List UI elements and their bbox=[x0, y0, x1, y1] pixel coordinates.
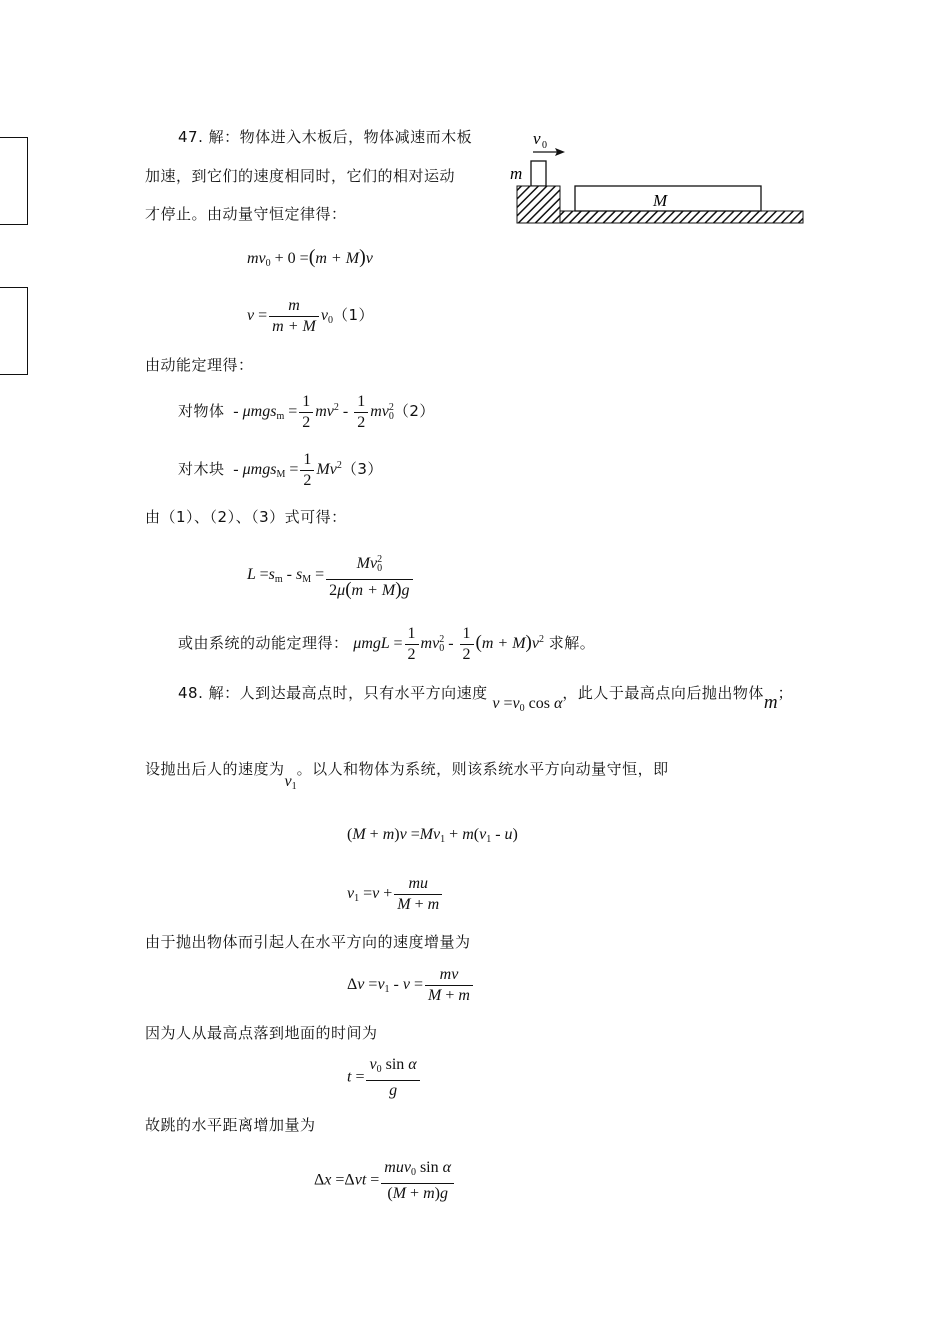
dv-intro: 由于抛出物体而引起人在水平方向的速度增量为 bbox=[145, 933, 471, 951]
eq-momentum-48: $(M + m)v =Mv_1 + m(v_1 - u)$ bbox=[347, 826, 518, 845]
combine-text: 由（1）、（2）、（3）式可得： bbox=[145, 508, 347, 526]
eq-momentum: $mv_0 + 0 =(m + M)v$ bbox=[247, 246, 373, 269]
eq-1: v = $\frac{m}{m + M}$ $v_0(1)$ bbox=[247, 297, 374, 335]
p47-line3: 才停止。由动量守恒定律得： bbox=[145, 205, 347, 223]
p48-line2: 设抛出后人的速度为$v_1$。以人和物体为系统，则该系统水平方向动量守恒，即 bbox=[145, 760, 669, 792]
p48-lead: 48. 解：人到达最高点时，只有水平方向速度 $v =v_0$ cos α，此人于最高点向后抛出物体m； bbox=[178, 684, 794, 714]
small-block-m bbox=[531, 161, 546, 186]
v0-label: v bbox=[533, 129, 541, 148]
margin-box-bottom bbox=[0, 287, 28, 375]
p47-line2: 加速，到它们的速度相同时，它们的相对运动 bbox=[145, 167, 456, 185]
eq-2-row: 对物体 - μmgs$_m$ = $\frac{1}{2}$ $mv^2$ - $\frac{1}{2}$ $mv^2_0(2)$ bbox=[178, 393, 435, 431]
physics-diagram bbox=[505, 125, 810, 230]
board-M bbox=[575, 186, 761, 211]
eq-dx: Δx =Δvt = $\frac{muv_0 \sin \alpha}{(M + m)g}$ bbox=[314, 1158, 456, 1204]
energy-intro: 由动能定理得： bbox=[145, 356, 254, 374]
ground bbox=[560, 211, 803, 223]
t-intro: 因为人从最高点落到地面的时间为 bbox=[145, 1024, 378, 1042]
m-label: m bbox=[510, 164, 523, 183]
eq-v1: $v_1 =v$ + $\frac{mu}{M + m}$ bbox=[347, 874, 444, 915]
alt-eq-row: 或由系统的动能定理得： μmgL = $\frac{1}{2}$ $mv^2_0$ - $\frac{1}{2}$ $(m + M)v^2$ 求解。 bbox=[178, 625, 596, 663]
eq-t: t = $\frac{v_0 \sin \alpha}{g}$ bbox=[347, 1055, 422, 1101]
eq-L: $L =s_m - s_M$ = $\frac{Mv^2_0}{2\mu(m + M)g}$ bbox=[247, 550, 415, 601]
margin-box-top bbox=[0, 137, 28, 225]
eq-3-row: 对木块 - μmgs$_M$ = $\frac{1}{2}$ Mv$^2$（3） bbox=[178, 451, 383, 489]
p47-line1: 47. 解：物体进入木板后，物体减速而木板 bbox=[178, 128, 473, 146]
svg-text:0: 0 bbox=[542, 140, 547, 151]
raised-ledge bbox=[517, 186, 560, 223]
eq-dv: $\Delta v =v_1 - v$ = $\frac{mv}{M + m}$ bbox=[347, 965, 475, 1006]
M-label: M bbox=[653, 191, 668, 210]
dx-intro: 故跳的水平距离增加量为 bbox=[145, 1116, 316, 1134]
